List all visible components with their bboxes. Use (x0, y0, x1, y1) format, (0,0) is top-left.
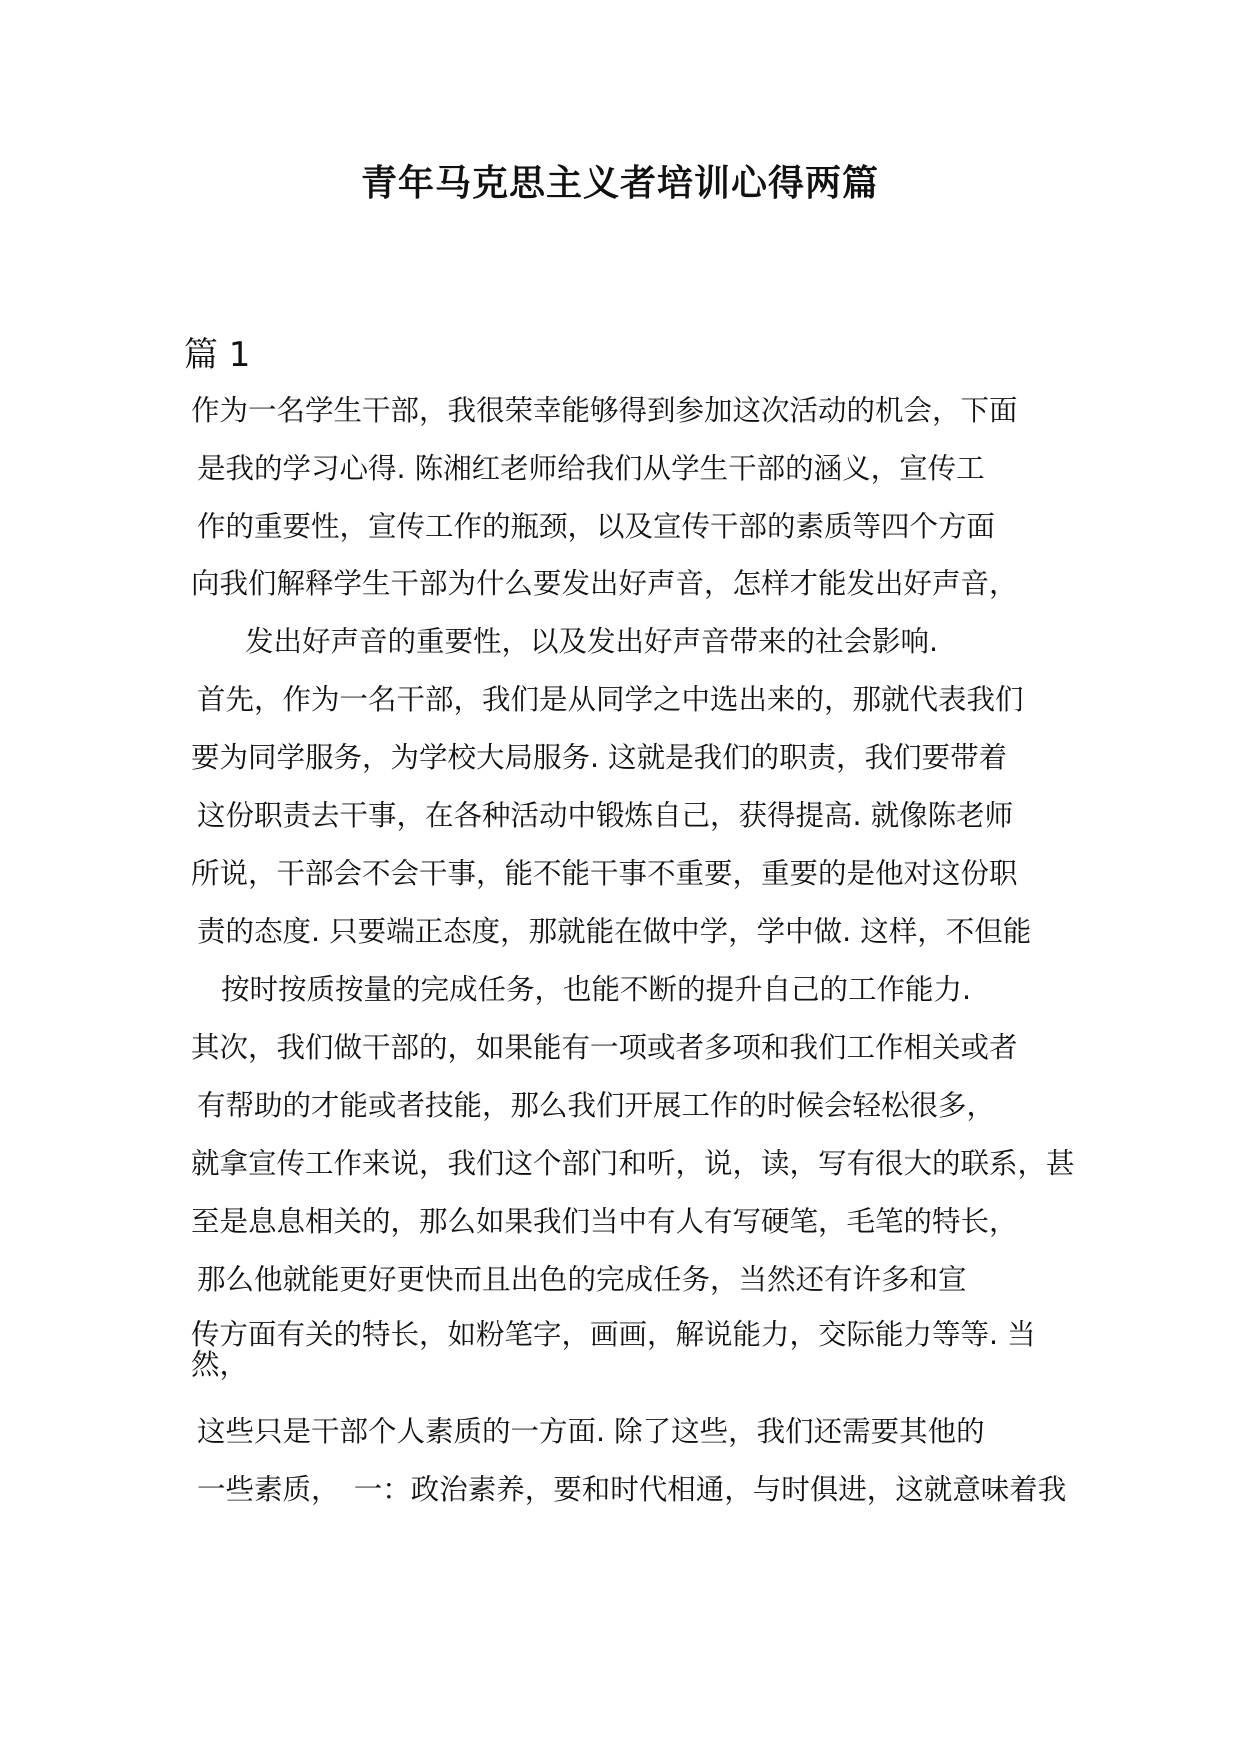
paragraph-line: 这份职责去干事，在各种活动中锻炼自己，获得提高. 就像陈老师 (197, 799, 1014, 832)
paragraph-line: 至是息息相关的，那么如果我们当中有人有写硬笔，毛笔的特长， (191, 1205, 1018, 1238)
paragraph-line: 有帮助的才能或者技能，那么我们开展工作的时候会轻松很多， (197, 1089, 996, 1122)
paragraph-line: 是我的学习心得. 陈湘红老师给我们从学生干部的涵义，宣传工 (197, 452, 985, 485)
paragraph-line: 那么他就能更好更快而且出色的完成任务，当然还有许多和宣 (197, 1263, 967, 1296)
section-heading: 篇 1 (184, 335, 251, 375)
paragraph-line: 作为一名学生干部，我很荣幸能够得到参加这次活动的机会，下面 (191, 394, 1018, 427)
paragraph-line: 其次，我们做干部的，如果能有一项或者多项和我们工作相关或者 (191, 1031, 1018, 1064)
paragraph-line: 要为同学服务，为学校大局服务. 这就是我们的职责，我们要带着 (191, 741, 1008, 774)
paragraph-line: 一些素质， 一：政治素养，要和时代相通，与时俱进，这就意味着我 (197, 1473, 1067, 1506)
paragraph-line: 传方面有关的特长，如粉笔字，画画，解说能力，交际能力等等. 当然， (191, 1318, 1036, 1381)
paragraph-line: 首先，作为一名干部，我们是从同学之中选出来的，那就代表我们 (197, 683, 1024, 716)
paragraph-line: 这些只是干部个人素质的一方面. 除了这些，我们还需要其他的 (197, 1415, 985, 1448)
paragraph-line: 所说，干部会不会干事，能不能干事不重要，重要的是他对这份职 (191, 857, 1018, 890)
document-title: 青年马克思主义者培训心得两篇 (360, 163, 879, 204)
paragraph-line: 作的重要性，宣传工作的瓶颈，以及宣传干部的素质等四个方面 (197, 510, 996, 543)
paragraph-line: 就拿宣传工作来说，我们这个部门和听，说，读，写有很大的联系，甚 (191, 1147, 1075, 1180)
paragraph-line: 按时按质按量的完成任务，也能不断的提升自己的工作能力. (221, 973, 972, 1006)
paragraph-line: 责的态度. 只要端正态度，那就能在做中学，学中做. 这样，不但能 (197, 915, 1032, 948)
paragraph-line: 发出好声音的重要性，以及发出好声音带来的社会影响. (245, 625, 939, 658)
paragraph-line: 向我们解释学生干部为什么要发出好声音，怎样才能发出好声音， (191, 567, 1018, 600)
